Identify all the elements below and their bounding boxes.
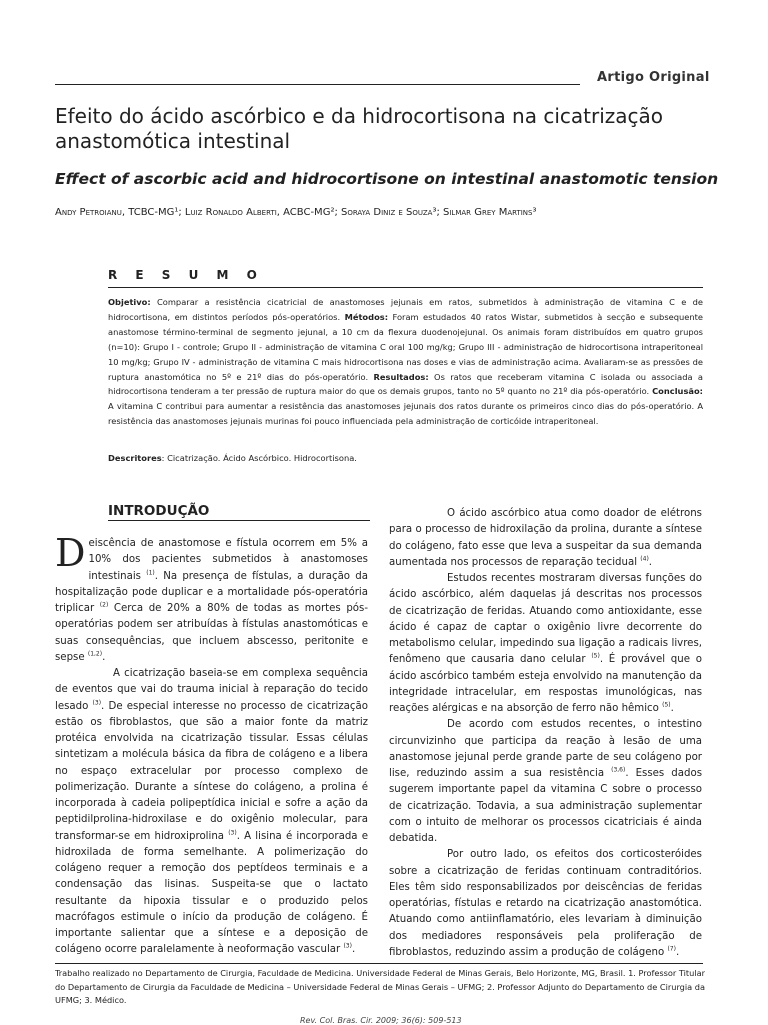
text-run: . É provável que o ácido ascórbico também esteja envolvido na manutenção da integridade intracelular, em respostas imunológicas, nas reações alérgicas e na absorção de ferro não hêmico [389,654,702,714]
drop-cap: D [55,531,86,575]
resultados-label: Resultados: [373,371,429,382]
text-run: . A lisina é incorporada e hidroxilada de forma semelhante. A polimerização do colágeno requer a remoção dos peptídeos terminais e a condensação das lisinas. Suspeita-se que o lactato resultante da hipoxia tissular e o produzido pelos macrófagos estimule o início da produção de colágeno. É importante salientar que a síntese e a deposição de colágeno ocorre paralelamente à neoformação vascular [55,830,368,956]
citation: (3) [343,942,352,950]
text-run: eiscência de anastomose e fístula ocorrem em 5% a 10% dos pacientes submetidos à anastomoses intestinais [88,538,368,582]
text-run: O ácido ascórbico atua como doador de elétrons para o processo de hidroxilação da prolina, durante a síntese do colágeno, fato esse que leva a suspeitar da sua demanda aumentada nos processos de reparação tecidual [389,508,702,568]
section-label: Artigo Original [597,70,710,85]
introducao-heading: INTRODUÇÃO [108,503,210,519]
author-list: Andy Petroianu, TCBC-MG¹; Luiz Ronaldo Alberti, ACBC-MG²; Soraya Diniz e Souza³; Silmar Grey Martins³ [55,207,537,218]
resumo-heading: R E S U M O [108,268,264,282]
text-run: . [648,556,653,568]
article-title-portuguese: Efeito do ácido ascórbico e da hidrocortisona na cicatrização anastomótica intestinal [55,104,664,153]
text-run: . Esses dados sugerem importante papel da vitamina C sobre o processo de cicatrização. Todavia, a sua administração suplementar com o intuito de melhorar os processos cicatriciais é ainda debatida. [389,768,702,844]
descriptors [108,453,703,463]
text-run: A cicatrização baseia-se em complexa sequência de eventos que vai do trauma inicial à reparação do tecido lesado [55,668,368,712]
metodos-label: Métodos: [344,311,389,322]
citation: (4) [640,555,649,563]
descritores-text: : Cicatrização. Ácido Ascórbico. Hidrocortisona. [161,453,357,463]
metodos-text: Foram estudados 40 ratos Wistar, submetidos à secção e subsequente anastomose término-terminal de segmento jejunal, a 10 cm da flexura duodenojejunal. Os animais foram distribuídos em quatro grupos (n=10): Grupo I - controle; Grupo II - administração de vitamina C oral 100 mg/kg; Grupo III - administração de hidrocortisona intraperitoneal 10 mg/kg; Grupo IV - administração de vitamina C mais hidrocortisona nas doses e vias de administração acima. Avaliaram-se as pressões de ruptura anastomótica no 5º e 21º dias do pós-operatório. [108,311,703,382]
conclusao-label: Conclusão: [652,386,703,397]
intro-paragraph-6 [389,847,702,961]
intro-paragraph-4 [389,571,702,717]
resumo-rule [108,287,703,288]
citation: (5) [662,701,671,709]
text-run: . [351,944,356,956]
column-right [389,506,702,961]
text-run: Estudos recentes mostraram diversas funções do ácido ascórbico, além daquelas já descritas nos processos de cicatrização de feridas. Atuando como antioxidante, esse ácido é capaz de captar o oxigênio livre decorrente do metabolismo celular, impedindo sua ligação a radicais livres, fenômeno que causaria dano celular [389,573,702,666]
text-run: . Na presença de fístulas, a duração da hospitalização pode duplicar e a mortalidade pós-operatória triplicar [55,570,368,614]
objetivo-label: Objetivo: [108,297,151,307]
header-rule [55,84,580,85]
introducao-rule [108,520,370,521]
text-run: . [675,946,680,958]
footnote: Trabalho realizado no Departamento de Cirurgia, Faculdade de Medicina. Universidade Federal de Minas Gerais, Belo Horizonte, MG, Brasil. 1. Professor Titular do Departamento de Cirurgia da Faculdade de Medicina – Universidade Federal de Minas Gerais – UFMG; 2. Professor Adjunto do Departamento de Cirurgia da UFMG; 3. Médico. [55,968,705,1005]
objetivo-text: Comparar a resistência cicatricial de anastomoses jejunais em ratos, submetidos à administração de vitamina C e de hidrocortisona, em distintos períodos pós-operatórios. [108,297,703,322]
conclusao-text: A vitamina C contribui para aumentar a resistência das anastomoses jejunais dos ratos durante os primeiros cinco dias do pós-operatório. A resistência das anastomoses jejunais murinas foi pouco influenciada pela administração de corticóide intraperitoneal. [108,401,703,427]
citation: (3) [92,699,102,707]
abstract-body [108,295,703,429]
citation: (2) [99,601,109,609]
journal-reference: Rev. Col. Bras. Cir. 2009; 36(6): 509-513 [300,1016,462,1025]
citation: (3,6) [611,766,626,774]
citation: (3) [228,829,237,837]
text-run: . [102,651,106,663]
text-run: . De especial interesse no processo de cicatrização estão os fibroblastos, que são a maior fonte da matriz protéica envolvida na cicatrização tissular. Essas células sintetizam a molécula básica da fibra de colágeno e a libera no espaço extracelular por processo complexo de polimerização. Durante a síntese do colágeno, a prolina é incorporada à cadeia polipeptídica inicial e sofre a ação da peptidilprolina-hidroxilase e do oxigênio molecular, para transformar-se em hidroxiprolina [55,700,368,842]
intro-paragraph-1 [55,531,368,666]
intro-paragraph-2 [55,666,368,959]
citation: (1,2) [87,650,103,658]
text-run: Cerca de 20% a 80% de todas as mortes pós-operatórias podem ser atribuídas à fístulas anastomóticas e suas consequências, que incluem abscesso, peritonite e sepse [55,603,368,663]
citation: (1) [146,569,155,577]
text-run: De acordo com estudos recentes, o intestino circunvizinho que participa da reação à lesão de uma anastomose jejunal perde grande parte de seu colágeno por lise, reduzindo assim a sua resistência [389,719,702,779]
intro-paragraph-5 [389,717,702,847]
article-title-english: Effect of ascorbic acid and hidrocortisone on intestinal anastomotic tension [55,170,719,188]
resultados-text: Os ratos que receberam vitamina C isolada ou associada a hidrocortisona tenderam a ter pressão de ruptura maior do que os demais grupos, tanto no 5º quanto no 21º dia pós-operatório. [108,371,703,397]
text-run: Por outro lado, os efeitos dos corticosteróides sobre a cicatrização de feridas continuam contraditórios. Eles têm sido responsabilizados por deiscências de feridas operatórias, fístulas e retardo na cicatrização anastomótica. Atuando como antiinflamatório, eles levariam à diminuição dos mediadores responsáveis pela proliferação de fibroblastos, reduzindo assim a produção de colágeno [389,849,702,958]
text-run: . [670,703,674,714]
citation: (7) [667,945,676,953]
intro-paragraph-3 [389,506,702,571]
descritores-label: Descritores [108,453,162,463]
footnote-rule [55,963,703,964]
column-left [55,531,368,959]
citation: (5) [591,652,600,660]
